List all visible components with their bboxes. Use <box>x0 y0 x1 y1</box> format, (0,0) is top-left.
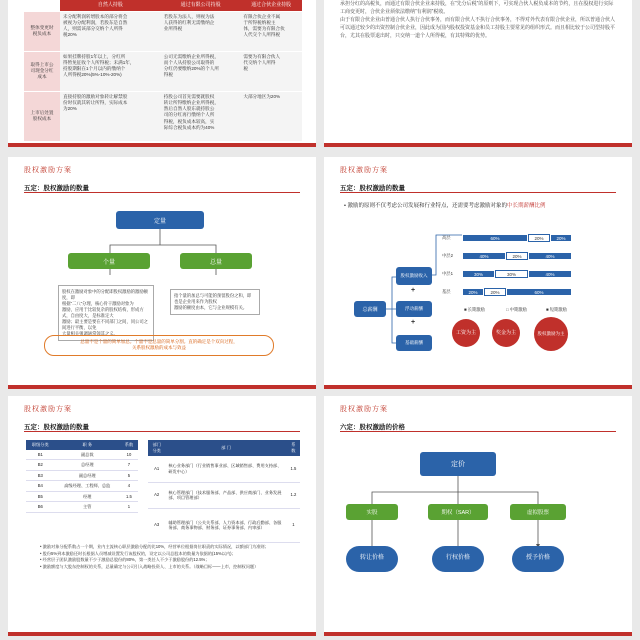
slide-subtitle: 五定：股权激励的数量 <box>24 185 89 192</box>
table-cell: B5 <box>26 491 55 501</box>
table-row <box>26 481 138 491</box>
slide-bottom-bar <box>324 385 632 389</box>
row-label: 取得上市公 司现金分红 成本 <box>24 51 60 91</box>
circle-salary: 工资为主 <box>452 319 480 347</box>
slide-bottom-bar <box>8 632 316 636</box>
notes-list <box>40 544 300 570</box>
plus-sign: + <box>411 319 416 326</box>
table-cell: 大部分地区为20% <box>240 91 302 141</box>
slide-bottom-bar <box>324 143 632 147</box>
legend-mid: □ 中期激励 <box>506 307 527 312</box>
seg-long: 60% <box>462 234 528 242</box>
table-row <box>24 91 302 141</box>
section-title: 股权激励方案 <box>24 406 72 413</box>
row-label: 上市后处置 股权成本 <box>24 91 60 141</box>
list-item: • 激励额度与大股东控制权的关系，总量确定与公司引入战略投资人、上市的关系。（战略目标——上市，控制权问题） <box>40 564 300 571</box>
table-cell: B2 <box>26 460 55 470</box>
warning-callout: 总量不是个量的简单加总。个量不是总量的简单分割。直的确定是个双向过程， 关系股权激励的成本与效益 <box>44 335 274 356</box>
node-virtual-stock: 虚拟股票 <box>510 504 566 520</box>
seg-mid: 30% <box>495 270 528 278</box>
list-item: • 股份5%到本激励还时长根据人员增减设置发行该股权的，设定以公司总股本的数量为依据的(15%以内)； <box>40 551 300 558</box>
table-cell: 若股东为法人，则视为法 人获得的红利无需缴纳企 业所得税 <box>161 11 241 51</box>
header-partnership: 通过合伙企业持股 <box>240 0 302 11</box>
table-cell: 未分配利润转增股本的部分将会 被视为分配利润，若股东是自然 人，则需该部分交纳个人所得 税20% <box>60 11 161 51</box>
table-cell: 5 <box>120 470 138 480</box>
table-cell: A2 <box>148 482 165 508</box>
slide-bottom-bar <box>324 632 632 636</box>
table-cell: 1 <box>287 508 300 542</box>
slide-pricing-tree <box>324 396 632 636</box>
node-total: 总量 <box>180 253 252 269</box>
table-row <box>26 502 138 512</box>
stack-bar-mid1 <box>462 270 572 278</box>
table-row <box>26 450 138 460</box>
table-cell: 副总经理 <box>55 470 120 480</box>
seg-short: 40% <box>528 270 572 278</box>
divider <box>24 431 300 432</box>
level-label: 高层 <box>442 235 451 240</box>
table-cell: B3 <box>26 470 55 480</box>
seg-long: 40% <box>462 252 506 260</box>
slide-subtitle: 五定：股权激励的数量 <box>24 424 89 431</box>
table-cell: 经理 <box>55 491 120 501</box>
header-natural-person: 自然人持股 <box>60 0 161 11</box>
table-cell: 高级经理、工程师、总监 <box>55 481 120 491</box>
table-cell: 辅助管理部门（公关关系部、人力资本部、行政后勤部、各服务部、商务事物部、财务部、证券事务部、内审部） <box>165 508 286 542</box>
node-total-comp: 总薪酬 <box>354 301 386 317</box>
table-cell: 公司无需缴纳企业所得税， 而个人从持股公司取得的 分红仍要缴纳20%的个人所 得税 <box>161 51 241 91</box>
level-label: 中层1 <box>442 271 453 276</box>
node-exercise-price: 行权价格 <box>432 546 484 572</box>
legend-short: ■ 短期激励 <box>546 307 567 312</box>
header-cell: 系数 <box>287 440 300 456</box>
section-title: 股权激励方案 <box>340 406 388 413</box>
legend-text: 长期激励 <box>467 307 485 312</box>
table-cell: 总经理 <box>55 460 120 470</box>
slide-bottom-bar <box>8 385 316 389</box>
node-real-stock: 实股 <box>346 504 398 520</box>
legend-text: 短期激励 <box>549 307 567 312</box>
header-cell: 部 门 <box>165 440 286 456</box>
seg-short: 40% <box>528 252 572 260</box>
bullet-principle: • 激励的原则不仅考虑公司发展和行业特点，还需要考虑激励对象的中长期薪酬比例 <box>344 203 546 209</box>
slide-allocation-tables <box>8 396 316 636</box>
node-quantity: 定量 <box>116 211 204 229</box>
table-header-row <box>26 440 138 450</box>
table-row <box>148 482 300 508</box>
circle-equity: 股权激励为主 <box>534 317 568 351</box>
table-row <box>148 456 300 482</box>
table-cell: 主管 <box>55 502 120 512</box>
bullet-highlight: 中长期薪酬比例 <box>506 203 546 209</box>
slide-tax-comparison <box>8 0 316 147</box>
legend-long: ■ 长期激励 <box>464 307 485 312</box>
table-cell: 如果挂牌持股1年以上，分红所 得暂免征收个人所得税；未满1年， 持股期限在1个月以内的缴纳个 人所得税20%(5%-10%-20%) <box>60 51 161 91</box>
note-individual: 股权在激励对象中的分配即股权激励的激励额度，即 根据“二八”分理，核心骨干激励对象为 激励，应用于比较复杂的股权结构，形成方式，自由度大，是标准定大 激励；最主要是要在不同部门之间，同公司之间进行平衡，以免 大量相关强调通常领其之义。 <box>58 285 154 341</box>
slide-bottom-bar <box>8 143 316 147</box>
table-row <box>148 508 300 542</box>
node-grant-price: 授予价格 <box>512 546 564 572</box>
table-row <box>26 470 138 480</box>
node-individual: 个量 <box>68 253 150 269</box>
table-cell: B6 <box>26 502 55 512</box>
table-cell: B1 <box>26 450 55 460</box>
table-cell: 持股公司首先需要就股权 转让所得缴纳企业所得税， 然后自然人股东就持股公 司的分红再行缴纳个人所 得税，税负成本较高，实 际综合税负成本约为40% <box>161 91 241 141</box>
seg-short: 20% <box>550 234 572 242</box>
header-cell: 职 务 <box>55 440 120 450</box>
node-transfer-price: 转让价格 <box>346 546 398 572</box>
slide-partnership-text <box>324 0 632 147</box>
table-cell: 需要为有限合伙人 代交纳个人所得 税 <box>240 51 302 91</box>
seg-short: 60% <box>506 288 572 296</box>
stack-bar-junior <box>462 288 572 296</box>
table-cell: 4 <box>120 481 138 491</box>
table-cell: 核心管理部门（技术服务部、产品部、供应商部门、业务发展部、项目管理部） <box>165 482 286 508</box>
section-title: 股权激励方案 <box>340 167 388 174</box>
tax-comparison-table <box>24 0 302 142</box>
table-cell: 1 <box>120 502 138 512</box>
table-row <box>26 491 138 501</box>
node-variable-pay: 浮动薪酬 <box>396 301 432 317</box>
table-row <box>26 460 138 470</box>
table-cell: A1 <box>148 456 165 482</box>
table-cell: 有限合伙企业不属 于所得税纳税主 体，需要为有限合伙 人代交个人所得税 <box>240 11 302 51</box>
header-cell: 部门分类 <box>148 440 165 456</box>
row-label: 整体变更时 税负成本 <box>24 11 60 51</box>
table-cell: B4 <box>26 481 55 491</box>
level-label: 基层 <box>442 289 451 294</box>
stack-bar-senior <box>462 234 572 242</box>
table-header-row <box>24 0 302 11</box>
plus-sign: + <box>411 287 416 294</box>
table-cell: 核心业务部门（行业销售事业部、区域销售部、费用支持部、研发中心） <box>165 456 286 482</box>
table-cell: 10 <box>120 450 138 460</box>
node-base-pay: 基础薪酬 <box>396 335 432 351</box>
table-row <box>24 11 302 51</box>
table-cell: 直接持股的激励对象转让解禁股 份时仅就其转让所得，实际成本 为20% <box>60 91 161 141</box>
table-cell: 7 <box>120 460 138 470</box>
slide-subtitle: 五定：股权激励的数量 <box>340 185 405 192</box>
list-item: • 激励对象分配系数占一个期，业内主流核心职层激励分配的比10%，经营单位根据岗位职责的实际情况，以额部门为准则； <box>40 544 300 551</box>
header-empty <box>24 0 60 11</box>
seg-long: 30% <box>462 270 495 278</box>
table-header-row <box>148 440 300 456</box>
table-cell: 1.5 <box>287 456 300 482</box>
circle-bonus: 奖金为主 <box>492 319 520 347</box>
list-item: • 经营层子团队激励股数量不少于激励总股份的80%，第一类任人不少于激励股份的12.5%； <box>40 557 300 564</box>
section-title: 股权激励方案 <box>24 167 72 174</box>
table-cell: A3 <box>148 508 165 542</box>
slide-subtitle: 六定：股权激励的价格 <box>340 424 405 431</box>
node-equity-income: 股权激励收入 <box>396 267 432 285</box>
level-label: 中层2 <box>442 253 453 258</box>
node-option-sar: 期权（SAR） <box>428 504 488 520</box>
note-total: 指个量的加总与可能的预留股份之和，即 也是企业用来作为股权 激励的额度由本，它与企业规模有关。 <box>170 289 260 315</box>
seg-mid: 20% <box>484 288 506 296</box>
table-cell: 副总裁 <box>55 450 120 460</box>
slide-quantity-tree <box>8 157 316 389</box>
header-cell: 职级分类 <box>26 440 55 450</box>
department-coefficient-table <box>148 440 300 543</box>
rank-coefficient-table <box>26 440 138 513</box>
seg-mid: 20% <box>528 234 550 242</box>
bullet-text: 激励的原则不仅考虑公司发展和行业特点，还需要考虑激励对象的 <box>347 203 507 209</box>
node-pricing: 定价 <box>420 452 496 476</box>
stack-bar-mid2 <box>462 252 572 260</box>
legend-text: 中期激励 <box>509 307 527 312</box>
seg-mid: 20% <box>506 252 528 260</box>
header-limited-company: 通过有限公司持股 <box>161 0 241 11</box>
paragraph: 承担分红的高税负，而通过有限合伙企业来持股，在“先分后税”的原则下，可实现合伙人税负成本的节约，且在股权进行实际工商变更时，合伙企业须依法缴纳“有利润”税收。 由于有限合伙企业由普通合伙人执行合伙事务，而有限合伙人不执行合伙事务，不得对外代表有限合伙企业，所以普通合伙人可以通过较少的出资控制合伙企业，因此成为国内股权投资基金和员工持股主要常见的组织形式。而且相比较于公司型持股平台，尤其在股票退出时，只交纳一道个人所得税，有其特殊的优势。 <box>340 1 616 39</box>
table-cell: 1.2 <box>287 482 300 508</box>
seg-long: 20% <box>462 288 484 296</box>
table-cell: 1.5 <box>120 491 138 501</box>
table-row <box>24 51 302 91</box>
header-cell: 系数 <box>120 440 138 450</box>
slide-compensation-mix <box>324 157 632 389</box>
